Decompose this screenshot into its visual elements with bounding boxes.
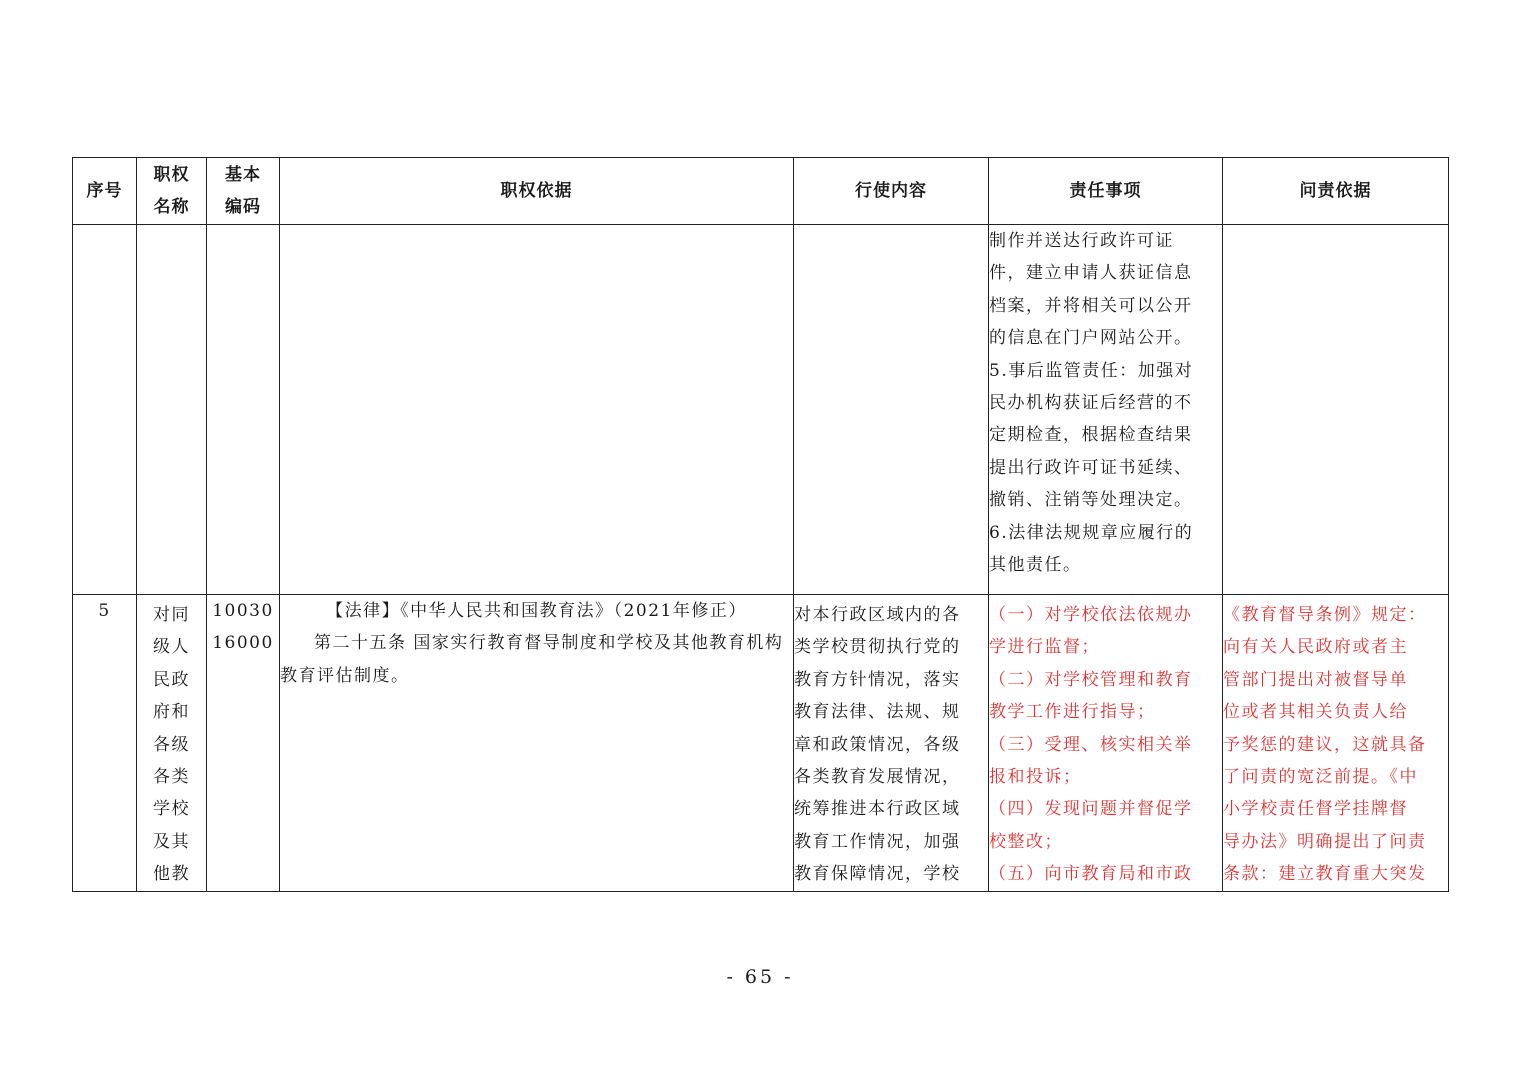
cell-accountability-empty — [1223, 225, 1449, 595]
cell-responsibility: （一）对学校依法依规办 学进行监督； （二）对学校管理和教育 教学工作进行指导； （三）受理、核实相关举 报和投诉； （四）发现问题并督促学 校整改； （五）向市教育局和市政 — [989, 595, 1223, 892]
header-content: 行使内容 — [794, 158, 989, 225]
cell-seq-empty — [73, 225, 137, 595]
header-seq: 序号 — [73, 158, 137, 225]
cell-code-empty — [207, 225, 280, 595]
cell-content-empty — [794, 225, 989, 595]
header-responsibility: 责任事项 — [989, 158, 1223, 225]
cell-basis-empty — [280, 225, 794, 595]
cell-power-name: 对同 级人 民政 府和 各级 各类 学校 及其 他教 — [137, 595, 207, 892]
law-title: 【法律】《中华人民共和国教育法》（2021年修正） — [326, 601, 747, 621]
page-number: - 65 - — [726, 966, 794, 988]
header-accountability: 问责依据 — [1223, 158, 1449, 225]
cell-power-basis — [280, 595, 794, 892]
table-row-continued — [73, 225, 1449, 595]
cell-accountability: 《教育督导条例》规定： 向有关人民政府或者主 管部门提出对被督导单 位或者其相关负责人给 予奖惩的建议，这就具备 了问责的宽泛前提。《中 小学校责任督学挂牌督 导办法》明确提出了问责 条款：建立教育重大突发 — [1223, 595, 1449, 892]
header-code: 基本 编码 — [207, 158, 280, 225]
duty-table — [72, 157, 1449, 892]
cell-basic-code: 10030 16000 — [207, 595, 280, 892]
header-basis: 职权依据 — [280, 158, 794, 225]
cell-responsibility-continued: 制作并送达行政许可证 件，建立申请人获证信息 档案，并将相关可以公开 的信息在门户网站公开。 5.事后监管责任：加强对 民办机构获证后经营的不 定期检查，根据检查结果 提出行政许可证书延续、 撤销、注销等处理决定。 6.法律法规规章应履行的 其他责任。 — [989, 225, 1223, 595]
header-row — [73, 158, 1449, 225]
header-name: 职权 名称 — [137, 158, 207, 225]
cell-exercise-content: 对本行政区域内的各 类学校贯彻执行党的 教育方针情况，落实 教育法律、法规、规 章和政策情况，各级 各类教育发展情况， 统筹推进本行政区域 教育工作情况，加强 教育保障情况，学校 — [794, 595, 989, 892]
cell-name-empty — [137, 225, 207, 595]
law-article: 第二十五条 国家实行教育督导制度和学校及其他教育机构教育评估制度。 — [280, 633, 784, 686]
table-row-5 — [73, 595, 1449, 892]
cell-seq: 5 — [73, 595, 137, 892]
